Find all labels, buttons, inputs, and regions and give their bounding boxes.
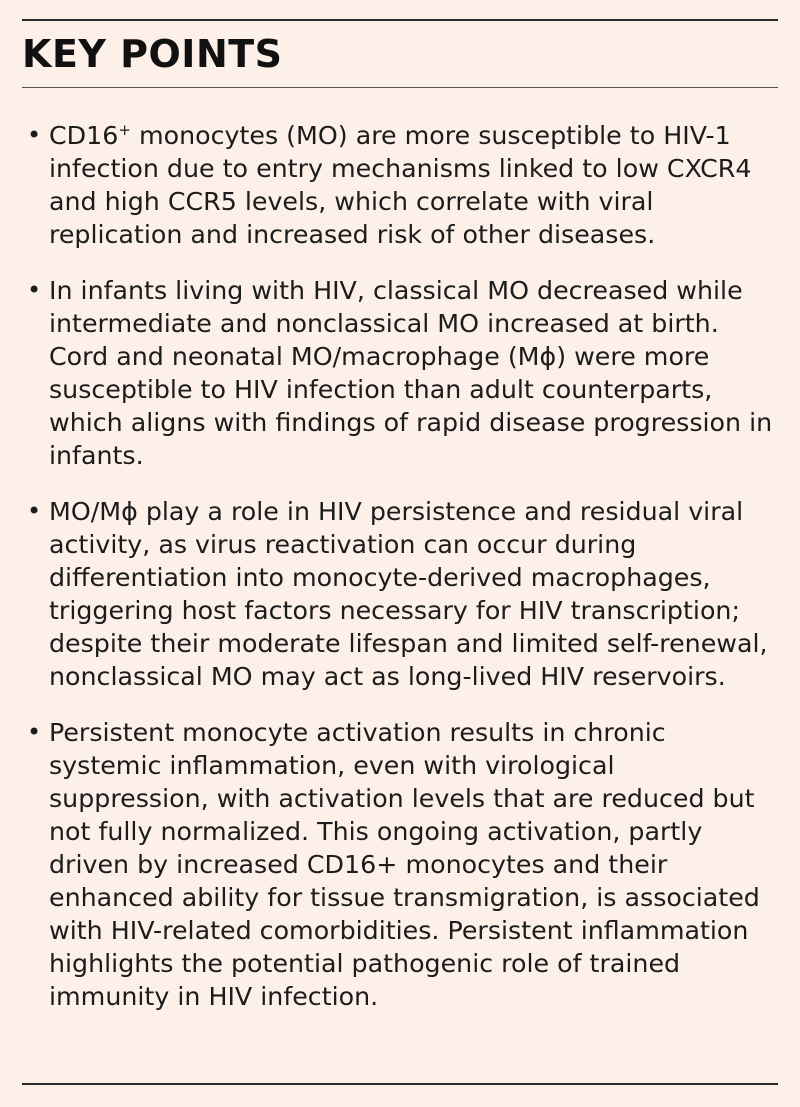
key-point-1-lead: CD16	[49, 121, 119, 150]
bullet-icon: •	[27, 276, 42, 304]
top-rule	[22, 19, 778, 21]
heading-divider	[22, 87, 778, 88]
key-point-3-text: MO/Mϕ play a role in HIV persistence and residual viral activity, as virus reactivation can occur during differentiation into monocyte-derived macrophages, triggering host factors necessary for HIV transcription; despite their moderate lifespan and limited self-renewal, nonclassical MO may act as long-lived HIV reservoirs.	[49, 497, 768, 691]
key-point-2-text: In infants living with HIV, classical MO decreased while intermediate and nonclassical MO increased at birth. Cord and neonatal MO/macrophage (Mϕ) were more susceptible to HIV infection than adult counterparts, which aligns with findings of rapid disease progression in infants.	[49, 276, 773, 470]
key-point-1	[22, 119, 782, 251]
bottom-rule	[22, 1083, 778, 1085]
key-point-1-text: monocytes (MO) are more susceptible to HIV-1 infection due to entry mechanisms linked to low CXCR4 and high CCR5 levels, which correlate with viral replication and increased risk of other diseases.	[49, 121, 752, 249]
bullet-icon: •	[27, 497, 42, 525]
key-points-heading: KEY POINTS	[22, 32, 283, 76]
bullet-icon: •	[27, 718, 42, 746]
bullet-icon: •	[27, 121, 42, 149]
key-point-4	[22, 716, 782, 1013]
key-point-3	[22, 495, 782, 693]
key-points-list	[22, 119, 782, 1036]
key-point-4-text: Persistent monocyte activation results in chronic systemic inflammation, even with virological suppression, with activation levels that are reduced but not fully normalized. This ongoing activation, partly driven by increased CD16+ monocytes and their enhanced ability for tissue transmigration, is associated with HIV-related comorbidities. Persistent inflammation highlights the potential pathogenic role of trained immunity in HIV infection.	[49, 718, 760, 1011]
key-point-2	[22, 274, 782, 472]
key-point-1-superscript: +	[118, 121, 131, 139]
